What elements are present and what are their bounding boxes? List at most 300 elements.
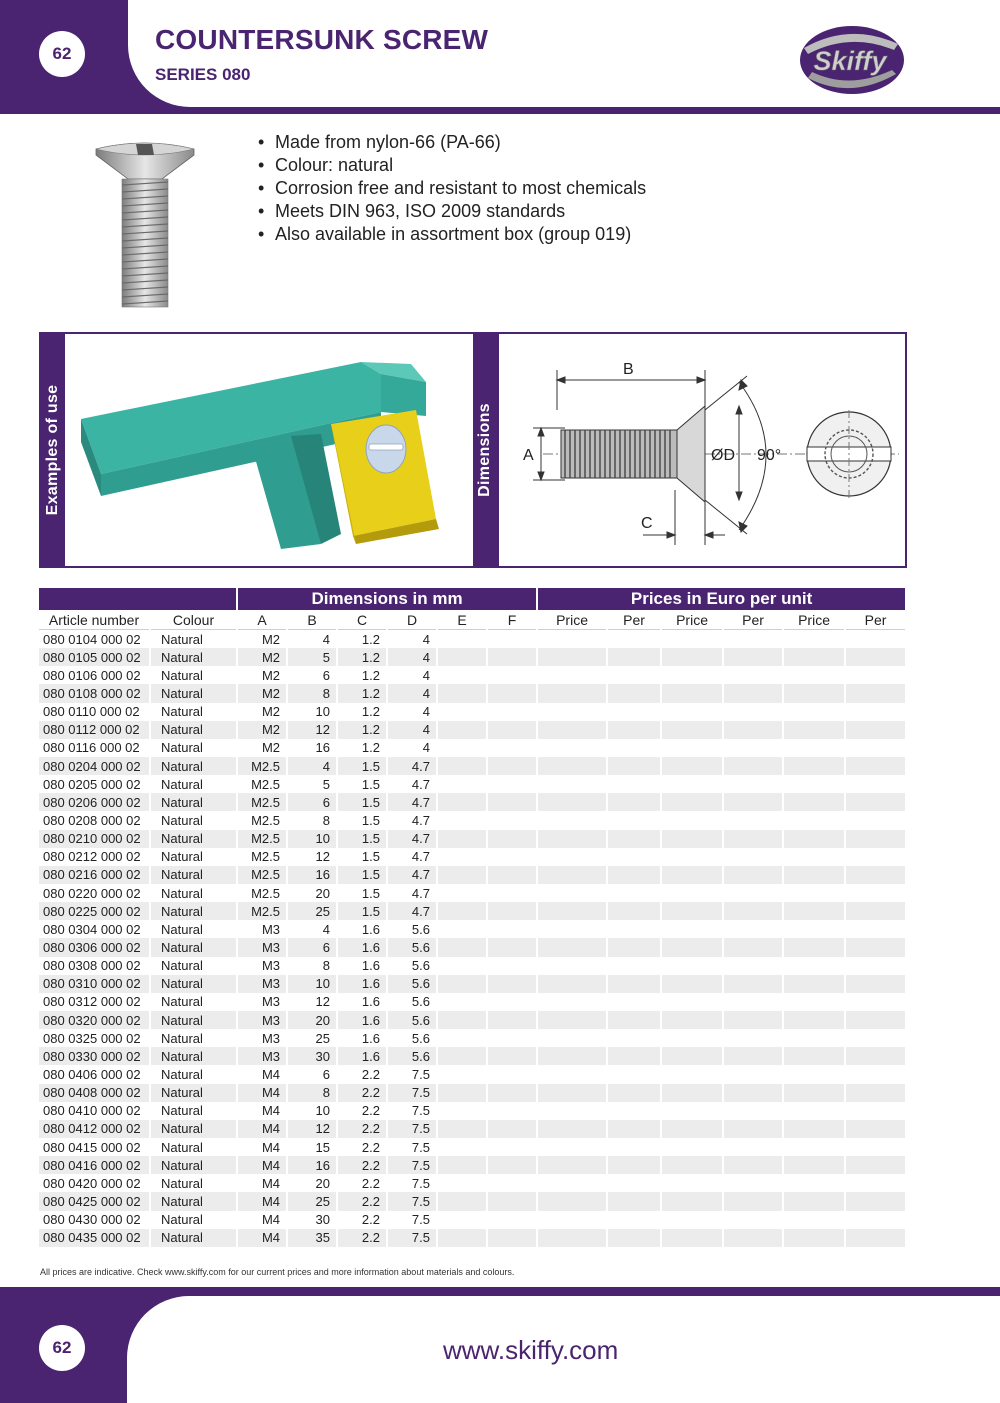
empty-cell (784, 1156, 844, 1174)
empty-cell (846, 830, 905, 848)
column-header-row (39, 610, 905, 630)
colour-cell: Natural (161, 812, 203, 828)
empty-cell (538, 666, 606, 684)
empty-cell (784, 957, 844, 975)
empty-cell (488, 666, 536, 684)
dimension-cell: M3 (238, 1047, 286, 1065)
empty-cell (438, 1120, 486, 1138)
table-row (39, 975, 905, 993)
table-row (39, 721, 905, 739)
colour-cell: Natural (151, 1120, 236, 1138)
dimension-cell: 1.5 (338, 902, 386, 920)
dimension-cell: 7.5 (411, 1175, 430, 1191)
dimension-cell: M2.5 (238, 757, 286, 775)
empty-cell (608, 1138, 660, 1156)
empty-cell (662, 811, 722, 829)
empty-cell (608, 721, 660, 739)
empty-cell (784, 830, 844, 848)
empty-cell (538, 793, 606, 811)
dimension-cell: 2.2 (338, 1120, 386, 1138)
table-row (39, 793, 905, 811)
empty-cell (488, 721, 536, 739)
empty-cell (608, 938, 660, 956)
empty-cell (608, 1011, 660, 1029)
empty-cell (846, 739, 905, 757)
empty-cell (488, 993, 536, 1011)
article-table (37, 588, 907, 1247)
dimension-cell: 7.5 (411, 1066, 430, 1082)
dimension-cell: 4.7 (411, 776, 430, 792)
empty-cell (488, 811, 536, 829)
empty-cell (784, 1102, 844, 1120)
label-c: C (641, 515, 653, 532)
dimension-cell: 1.5 (361, 849, 380, 865)
dimension-cell: 7.5 (388, 1084, 436, 1102)
empty-cell (846, 1229, 905, 1247)
empty-cell (438, 703, 486, 721)
empty-cell (538, 739, 606, 757)
feature-item: • Also available in assortment box (group 019) (258, 223, 646, 246)
empty-cell (784, 884, 844, 902)
empty-cell (488, 848, 536, 866)
empty-cell (724, 884, 782, 902)
empty-cell (724, 938, 782, 956)
table-row (39, 1138, 905, 1156)
article-number-cell: 080 0308 000 02 (43, 958, 141, 974)
empty-cell (438, 866, 486, 884)
column-header: Per (608, 610, 660, 630)
article-number-cell: 080 0408 000 02 (39, 1084, 149, 1102)
dimension-cell: M3 (238, 975, 286, 993)
empty-cell (846, 648, 905, 666)
colour-cell: Natural (161, 1175, 203, 1191)
dimension-cell: 10 (288, 830, 336, 848)
empty-cell (724, 920, 782, 938)
empty-cell (662, 1102, 722, 1120)
empty-cell (538, 684, 606, 702)
empty-cell (662, 866, 722, 884)
dimension-cell: 7.5 (388, 1120, 436, 1138)
dimension-cell: 7.5 (388, 1156, 436, 1174)
empty-cell (538, 1229, 606, 1247)
dimension-cell: 20 (315, 1175, 330, 1191)
dimension-cell: 1.5 (338, 866, 386, 884)
dimension-cell: 5.6 (411, 921, 430, 937)
empty-cell (538, 1102, 606, 1120)
empty-cell (438, 920, 486, 938)
empty-cell (724, 1211, 782, 1229)
dimension-cell: 6 (322, 1066, 330, 1082)
empty-cell (846, 1047, 905, 1065)
empty-cell (608, 1229, 660, 1247)
colour-cell: Natural (161, 958, 203, 974)
dimension-cell: 4.7 (411, 885, 430, 901)
dimension-cell: 15 (315, 1139, 330, 1155)
empty-cell (724, 703, 782, 721)
dimension-cell: 1.2 (361, 667, 380, 683)
empty-cell (846, 1174, 905, 1192)
empty-cell (724, 1065, 782, 1083)
dimension-cell: 2.2 (361, 1139, 380, 1155)
dimension-cell: 12 (288, 721, 336, 739)
dimension-cell: 4 (322, 921, 330, 937)
table-row (39, 884, 905, 902)
empty-cell (784, 920, 844, 938)
empty-cell (488, 630, 536, 648)
empty-cell (846, 938, 905, 956)
empty-cell (784, 739, 844, 757)
empty-cell (438, 1065, 486, 1083)
empty-cell (846, 975, 905, 993)
empty-cell (846, 1102, 905, 1120)
dimension-cell: 4 (388, 684, 436, 702)
dimension-cell: 1.6 (361, 958, 380, 974)
empty-cell (438, 1011, 486, 1029)
dimension-cell: M4 (238, 1120, 286, 1138)
empty-cell (662, 975, 722, 993)
empty-cell (438, 1138, 486, 1156)
colour-cell: Natural (161, 1103, 203, 1119)
column-header: Per (846, 610, 905, 630)
dimensions-strip (473, 334, 497, 566)
empty-cell (846, 1065, 905, 1083)
column-header: Price (538, 610, 606, 630)
dimension-cell: 5.6 (388, 938, 436, 956)
dimension-cell: 4 (422, 667, 430, 683)
empty-cell (784, 1084, 844, 1102)
table-row (39, 630, 905, 648)
empty-cell (488, 1174, 536, 1192)
colour-cell: Natural (151, 684, 236, 702)
colour-cell: Natural (151, 1156, 236, 1174)
column-header: C (338, 610, 386, 630)
empty-cell (846, 993, 905, 1011)
empty-cell (784, 975, 844, 993)
empty-cell (724, 957, 782, 975)
dimension-cell: M2.5 (251, 849, 280, 865)
colour-cell: Natural (161, 740, 203, 756)
dimension-cell: M4 (238, 1084, 286, 1102)
empty-cell (846, 703, 905, 721)
dimension-cell: 7.5 (388, 1192, 436, 1210)
empty-cell (784, 1138, 844, 1156)
dimension-cell: 1.5 (338, 757, 386, 775)
table-row (39, 848, 905, 866)
empty-cell (438, 1174, 486, 1192)
dimension-cell: 12 (288, 1120, 336, 1138)
empty-cell (608, 703, 660, 721)
empty-cell (538, 1011, 606, 1029)
colour-cell: Natural (151, 830, 236, 848)
article-number-cell: 080 0110 000 02 (43, 704, 140, 720)
empty-cell (488, 920, 536, 938)
table-row (39, 666, 905, 684)
empty-cell (608, 793, 660, 811)
empty-cell (724, 1229, 782, 1247)
dimension-cell: 1.2 (338, 648, 386, 666)
empty-cell (724, 830, 782, 848)
empty-cell (438, 775, 486, 793)
dimension-cell: 1.5 (338, 793, 386, 811)
empty-cell (438, 1156, 486, 1174)
colour-cell: Natural (151, 938, 236, 956)
empty-cell (488, 1192, 536, 1210)
table-body (39, 630, 905, 1247)
article-number-cell: 080 0304 000 02 (43, 921, 141, 937)
dimension-cell: 1.5 (361, 885, 380, 901)
empty-cell (846, 1192, 905, 1210)
colour-cell: Natural (161, 776, 203, 792)
column-header: A (238, 610, 286, 630)
empty-cell (724, 775, 782, 793)
colour-cell: Natural (161, 849, 203, 865)
article-number-cell: 080 0320 000 02 (39, 1011, 149, 1029)
empty-cell (846, 1156, 905, 1174)
empty-cell (724, 1102, 782, 1120)
dimension-cell: 1.2 (361, 740, 380, 756)
empty-cell (724, 648, 782, 666)
page-subtitle: SERIES 080 (155, 65, 251, 84)
empty-cell (724, 866, 782, 884)
empty-cell (538, 775, 606, 793)
colour-cell: Natural (151, 1047, 236, 1065)
empty-cell (846, 630, 905, 648)
dimension-cell: M2 (261, 704, 280, 720)
empty-cell (662, 703, 722, 721)
empty-cell (608, 1084, 660, 1102)
empty-cell (488, 793, 536, 811)
empty-cell (438, 848, 486, 866)
empty-cell (438, 1029, 486, 1047)
dimension-cell: M2 (238, 648, 286, 666)
colour-cell: Natural (161, 667, 203, 683)
table-row (39, 1084, 905, 1102)
dimension-cell: 4.7 (411, 849, 430, 865)
empty-cell (662, 993, 722, 1011)
dimension-cell: 1.5 (361, 776, 380, 792)
empty-cell (608, 1029, 660, 1047)
empty-cell (784, 866, 844, 884)
dimension-cell: 5.6 (388, 1011, 436, 1029)
empty-cell (488, 739, 536, 757)
empty-cell (724, 1011, 782, 1029)
dimension-cell: 16 (288, 866, 336, 884)
dimension-cell: 5.6 (411, 958, 430, 974)
empty-cell (662, 1065, 722, 1083)
table-row (39, 757, 905, 775)
empty-cell (488, 1084, 536, 1102)
empty-cell (662, 1120, 722, 1138)
dimension-cell: 1.6 (338, 938, 386, 956)
empty-cell (538, 866, 606, 884)
table-row (39, 1192, 905, 1210)
empty-cell (662, 1029, 722, 1047)
empty-cell (662, 1229, 722, 1247)
dimension-cell: 5.6 (388, 1047, 436, 1065)
article-number-cell: 080 0325 000 02 (43, 1030, 141, 1046)
empty-cell (538, 920, 606, 938)
article-number-cell: 080 0330 000 02 (39, 1047, 149, 1065)
dimension-cell: 1.6 (338, 975, 386, 993)
empty-cell (608, 1174, 660, 1192)
empty-cell (662, 1192, 722, 1210)
empty-cell (662, 938, 722, 956)
empty-cell (608, 902, 660, 920)
dimension-cell: 5 (322, 776, 330, 792)
empty-cell (846, 1138, 905, 1156)
dimension-cell: M2.5 (251, 776, 280, 792)
group-header-prices: Prices in Euro per unit (538, 588, 905, 610)
dimension-cell: M2 (238, 721, 286, 739)
dimension-cell: 2.2 (361, 1066, 380, 1082)
empty-cell (438, 1229, 486, 1247)
article-number-cell: 080 0208 000 02 (43, 812, 141, 828)
screw-product-image (90, 135, 200, 313)
table-row (39, 920, 905, 938)
empty-cell (724, 811, 782, 829)
colour-cell: Natural (151, 648, 236, 666)
empty-cell (438, 938, 486, 956)
empty-cell (784, 666, 844, 684)
empty-cell (724, 666, 782, 684)
website-link[interactable]: www.skiffy.com (443, 1335, 619, 1365)
empty-cell (846, 1120, 905, 1138)
dimension-cell: M2.5 (251, 885, 280, 901)
label-angle: 90° (757, 447, 782, 464)
empty-cell (724, 902, 782, 920)
empty-cell (784, 993, 844, 1011)
feature-item: • Colour: natural (258, 154, 646, 177)
empty-cell (608, 920, 660, 938)
empty-cell (724, 757, 782, 775)
label-a: A (523, 447, 534, 464)
empty-cell (846, 848, 905, 866)
empty-cell (662, 1138, 722, 1156)
examples-label: Examples of use (44, 384, 61, 516)
table-row (39, 1047, 905, 1065)
dimension-cell: 8 (288, 684, 336, 702)
empty-cell (784, 1120, 844, 1138)
dimension-cell: M2 (261, 740, 280, 756)
empty-cell (846, 884, 905, 902)
empty-cell (846, 757, 905, 775)
empty-cell (846, 920, 905, 938)
dimension-cell: 30 (288, 1047, 336, 1065)
empty-cell (608, 1047, 660, 1065)
feature-list (258, 131, 646, 246)
empty-cell (846, 866, 905, 884)
dimension-cell: M4 (261, 1066, 280, 1082)
empty-cell (538, 830, 606, 848)
empty-cell (784, 1211, 844, 1229)
article-number-cell: 080 0205 000 02 (43, 776, 141, 792)
colour-cell: Natural (151, 721, 236, 739)
panel-divider (497, 334, 499, 566)
article-number-cell: 080 0430 000 02 (43, 1212, 141, 1228)
dimension-cell: M4 (238, 1192, 286, 1210)
empty-cell (488, 1102, 536, 1120)
dimension-cell: 1.5 (338, 830, 386, 848)
dimensions-label: Dimensions (476, 403, 493, 497)
empty-cell (438, 666, 486, 684)
empty-cell (784, 703, 844, 721)
article-number-cell: 080 0105 000 02 (39, 648, 149, 666)
empty-cell (724, 975, 782, 993)
dimension-cell: M2.5 (238, 830, 286, 848)
dimension-cell: 12 (315, 849, 330, 865)
empty-cell (608, 775, 660, 793)
empty-cell (538, 975, 606, 993)
empty-cell (608, 811, 660, 829)
colour-cell: Natural (161, 1066, 203, 1082)
empty-cell (488, 938, 536, 956)
empty-cell (724, 1192, 782, 1210)
empty-cell (608, 975, 660, 993)
dimension-cell: M2.5 (238, 902, 286, 920)
dimension-cell: 25 (315, 1030, 330, 1046)
empty-cell (538, 993, 606, 1011)
empty-cell (538, 884, 606, 902)
empty-cell (784, 775, 844, 793)
feature-item: • Meets DIN 963, ISO 2009 standards (258, 200, 646, 223)
dimension-cell: M2.5 (238, 866, 286, 884)
table-row (39, 684, 905, 702)
table-row (39, 1211, 905, 1229)
empty-cell (438, 975, 486, 993)
empty-cell (438, 684, 486, 702)
group-header-dimensions: Dimensions in mm (238, 588, 536, 610)
article-number-cell: 080 0212 000 02 (43, 849, 141, 865)
dimension-cell: 1.5 (361, 812, 380, 828)
empty-cell (488, 866, 536, 884)
empty-cell (488, 830, 536, 848)
examples-strip (41, 334, 65, 566)
empty-cell (784, 902, 844, 920)
column-header: Article number (39, 610, 149, 630)
empty-cell (438, 739, 486, 757)
colour-cell: Natural (151, 757, 236, 775)
dimension-cell: M2.5 (251, 812, 280, 828)
article-number-cell: 080 0106 000 02 (43, 667, 141, 683)
colour-cell: Natural (151, 1192, 236, 1210)
dimension-cell: 4 (288, 757, 336, 775)
empty-cell (488, 1120, 536, 1138)
colour-cell: Natural (151, 793, 236, 811)
empty-cell (538, 1192, 606, 1210)
empty-cell (662, 884, 722, 902)
dimension-cell: 25 (288, 1192, 336, 1210)
empty-cell (538, 811, 606, 829)
table-row (39, 648, 905, 666)
empty-cell (488, 1029, 536, 1047)
dimension-cell: M4 (261, 1212, 280, 1228)
page-number-badge-bottom: 62 (39, 1325, 85, 1371)
empty-cell (724, 993, 782, 1011)
dimension-cell: 8 (288, 1084, 336, 1102)
page-number-badge: 62 (39, 31, 85, 77)
dimension-cell: M3 (261, 994, 280, 1010)
empty-cell (608, 648, 660, 666)
empty-cell (784, 793, 844, 811)
dimension-cell: 4.7 (388, 866, 436, 884)
empty-cell (724, 1138, 782, 1156)
dimension-cell: 2.2 (338, 1084, 386, 1102)
empty-cell (846, 1011, 905, 1029)
empty-cell (662, 1174, 722, 1192)
empty-cell (846, 1084, 905, 1102)
dimension-cell: 1.6 (338, 1047, 386, 1065)
table-row (39, 775, 905, 793)
